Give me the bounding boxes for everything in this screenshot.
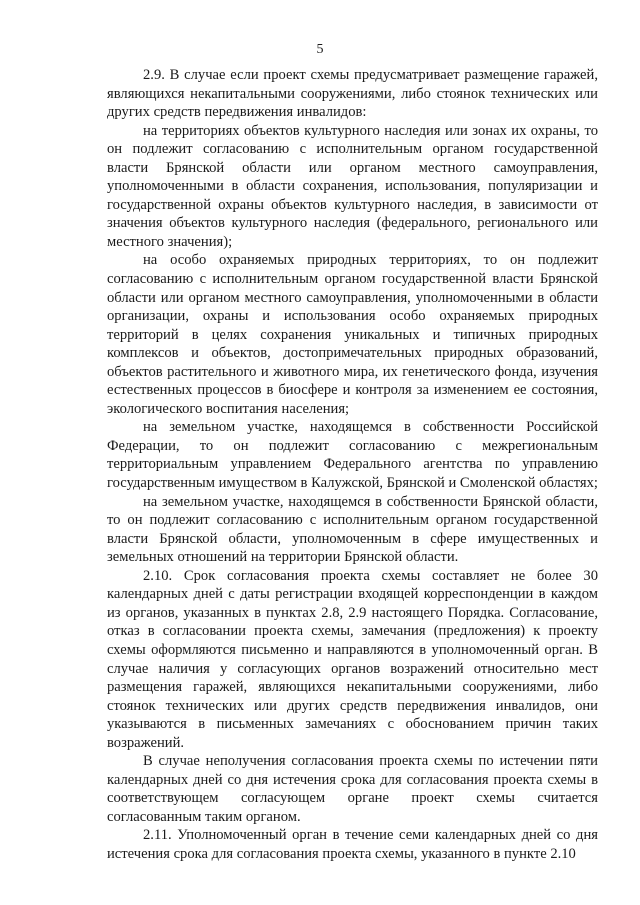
page-number: 5 bbox=[316, 42, 324, 57]
paragraph-2-9: 2.9. В случае если проект схемы предусматривает размещение гаражей, являющихся некапитальными сооружениями, либо стоянок технических или других средств передвижения инвалидов: bbox=[107, 67, 598, 121]
paragraph-2-11: 2.11. Уполномоченный орган в течение семи календарных дней со дня истечения срока для согласования проекта схемы, указанного в пункте 2.10 bbox=[107, 827, 598, 862]
paragraph-non-receipt: В случае неполучения согласования проекта схемы по истечении пяти календарных дней со дня истечения срока для согласования проекта схемы в соответствующем согласующем органе проект схемы считается согласованным таким органом. bbox=[107, 753, 598, 825]
paragraph-protected-areas: на особо охраняемых природных территориях, то он подлежит согласованию с исполнительным органом государственной власти Брянской области или органом местного самоуправления, уполномоченными в области организации, охраны и использования особо охраняемых природных территорий в целях сохранения уникальных и типичных природных комплексов и объектов, достопримечательных природных образований, объектов растительного и животного мира, их генетического фонда, изучения естественных процессов в биосфере и контроля за изменением ее состояния, экологического воспитания населения; bbox=[107, 252, 598, 417]
paragraph-regional-land: на земельном участке, находящемся в собственности Брянской области, то он подлежит согласованию с исполнительным органом государственной власти Брянской области, уполномоченным в сфере имущественных и земельных отношений на территории Брянской области. bbox=[107, 493, 598, 566]
document-body bbox=[107, 66, 598, 864]
paragraph-2-10: 2.10. Срок согласования проекта схемы составляет не более 30 календарных дней с даты регистрации входящей корреспонденции в каждом из органов, указанных в пунктах 2.8, 2.9 настоящего Порядка. Согласование, отказ в согласовании проекта схемы, замечания (предложения) к проекту схемы оформляются письменно и направляются в уполномоченный орган. В случае наличия у согласующих органов возражений относительно мест размещения гаражей, являющихся некапитальными сооружениями, либо стоянок технических или других средств передвижения инвалидов, они указываются в письменных замечаниях с обоснованием причин таких возражений. bbox=[107, 567, 598, 751]
paragraph-federal-land: на земельном участке, находящемся в собственности Российской Федерации, то он подлежит согласованию с межрегиональным территориальным управлением Федерального агентства по управлению государственным имуществом в Калужской, Брянской и Смоленской областях; bbox=[107, 419, 598, 492]
paragraph-cultural-heritage: на территориях объектов культурного наследия или зонах их охраны, то он подлежит согласованию с исполнительным органом государственной власти Брянской области или органом местного самоуправления, уполномоченными в области сохранения, использования, популяризации и государственной охраны объектов культурного наследия, в зависимости от значения объектов культурного наследия (федерального, регионального или местного значения); bbox=[107, 122, 598, 250]
